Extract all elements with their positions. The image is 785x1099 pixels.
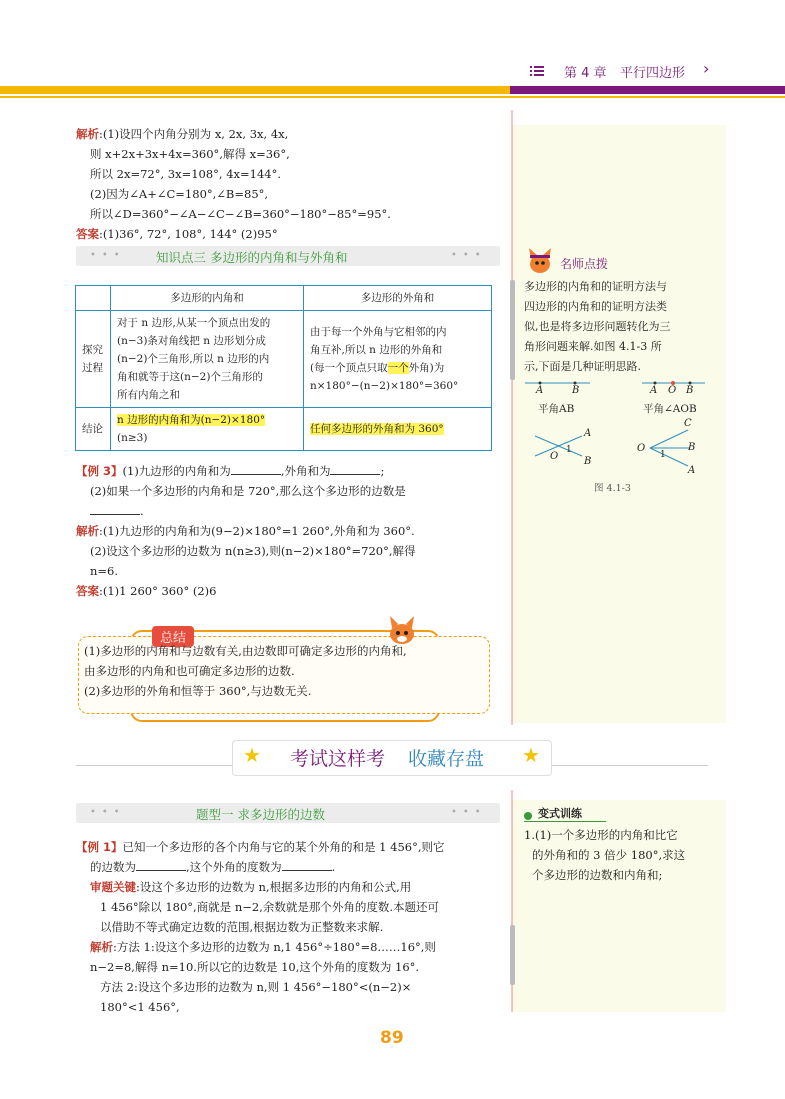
- point-label: B: [572, 385, 580, 396]
- variant-line: 个多边形的边数和内角和;: [532, 868, 663, 882]
- column-divider: [511, 110, 513, 725]
- cell-line: 角和就等于这(n−2)个三角形的: [117, 371, 263, 383]
- solution-line: 所以 2x=72°, 3x=108°, 4x=144°.: [90, 167, 282, 181]
- point-label: B: [688, 442, 696, 453]
- banner-line-left: [76, 765, 236, 766]
- cell-line: 由于每一个外角与它相邻的内: [310, 326, 447, 338]
- point-label: A: [688, 465, 696, 476]
- answer-blank[interactable]: [231, 463, 281, 475]
- point-label: B: [686, 385, 694, 396]
- answer-blank[interactable]: [90, 503, 140, 515]
- point-label: B: [584, 456, 592, 467]
- solution-label: 解析: [76, 524, 99, 538]
- cell-line: 对于 n 边形,从某一个顶点出发的: [117, 317, 271, 329]
- figure-caption: 平角AB: [538, 403, 575, 415]
- star-icon: ★: [522, 743, 540, 767]
- example-label: 【例 1】: [76, 840, 123, 854]
- banner-line-right: [548, 765, 708, 766]
- highlight: 任何多边形的外角和为 360°: [310, 423, 444, 435]
- cell-line: (n−3)条对角线把 n 边形划分成: [117, 335, 266, 347]
- example-label: 【例 3】: [76, 464, 123, 478]
- solution-line: 则 x+2x+3x+4x=360°,解得 x=36°,: [90, 147, 290, 161]
- highlight: 一个: [387, 362, 409, 374]
- header: [0, 0, 785, 100]
- answer-blank[interactable]: [136, 859, 186, 871]
- highlight: n 边形的内角和为(n−2)×180°: [117, 414, 266, 426]
- section-bar: ••• 知识点三 多边形的内角和与外角和 •••: [76, 246, 500, 266]
- solution-line: :(1)设四个内角分别为 x, 2x, 3x, 4x,: [99, 127, 289, 141]
- answer-blank[interactable]: [330, 463, 380, 475]
- tip-line: 示,下面是几种证明思路.: [524, 360, 641, 373]
- row-label: 结论: [76, 408, 111, 451]
- point-label: A: [536, 385, 544, 396]
- chapter-title: 平行四边形: [620, 66, 686, 81]
- answer-blank[interactable]: [282, 859, 332, 871]
- point-label: O: [668, 385, 677, 396]
- scrollbar-top[interactable]: [510, 280, 515, 380]
- point-label: C: [684, 418, 692, 429]
- solution-line: n=6.: [90, 564, 119, 578]
- answer-text: :(1)36°, 72°, 108°, 144° (2)95°: [99, 227, 278, 241]
- section-bar: ••• 题型一 求多边形的边数 •••: [76, 803, 500, 823]
- point-label: O: [550, 451, 559, 462]
- section-title: 题型一 求多边形的边数: [196, 807, 325, 822]
- header-bar-stripe: [0, 96, 785, 98]
- solution-label: 解析: [76, 127, 99, 141]
- answer-label: 答案: [76, 227, 99, 241]
- table-header: 多边形的外角和: [304, 286, 492, 311]
- key-line: 1 456°除以 180°,商就是 n−2,余数就是那个外角的度数.本题还可: [100, 900, 440, 914]
- cell-line: (n≥3): [117, 432, 148, 444]
- star-icon: ★: [243, 743, 261, 767]
- solution-line: 所以∠D=360°−∠A−∠C−∠B=360°−180°−85°=95°.: [90, 207, 391, 221]
- tip-title: 名师点拨: [560, 257, 609, 271]
- summary-title: 总结: [152, 626, 194, 647]
- variant-dot-icon: [524, 812, 532, 820]
- chevron-right-icon[interactable]: ›: [703, 59, 710, 78]
- variant-line: 的外角和的 3 倍少 180°,求这: [532, 848, 686, 862]
- summary-line: (1)多边形的内角和与边数有关,由边数即可确定多边形的内角和,: [84, 644, 407, 658]
- cell-line: 角互补,所以 n 边形的外角和: [310, 344, 443, 356]
- solution-line: 方法 2:设这个多边形的边数为 n,则 1 456°−180°<(n−2)×: [100, 980, 412, 994]
- table-cell: [111, 408, 304, 451]
- angle-label: 1: [566, 445, 572, 455]
- cell-line: (n−2)个三角形,所以 n 边形的内: [117, 353, 270, 365]
- scrollbar-bottom[interactable]: [510, 925, 515, 985]
- tip-line: 角形问题来解.如图 4.1-3 所: [524, 340, 662, 353]
- row-label: 探究过程: [76, 311, 111, 408]
- tip-line: 似,也是将多边形问题转化为三: [524, 320, 671, 333]
- table-cell: [304, 408, 492, 451]
- variant-title: 变式训练: [538, 807, 582, 820]
- chapter-label: 第 4 章: [564, 66, 607, 81]
- figure-caption: 平角∠AOB: [643, 403, 697, 415]
- variant-line: 1.(1)一个多边形的内角和比它: [524, 828, 678, 842]
- solution-line: 180°<1 456°,: [100, 1000, 180, 1014]
- solution-line: (2)因为∠A+∠C=180°,∠B=85°,: [90, 187, 269, 201]
- variant-underline: [524, 821, 606, 822]
- question-line: (2)如果一个多边形的内角和是 720°,那么这个多边形的边数是: [90, 484, 406, 498]
- cell-line: 所有内角之和: [117, 389, 180, 401]
- figure-label: 图 4.1-3: [594, 483, 631, 494]
- banner: [232, 740, 552, 776]
- solution-line: n−2=8,解得 n=10.所以它的边数是 10,这个外角的度数为 16°.: [90, 960, 420, 974]
- banner-title: 考试这样考: [290, 748, 386, 770]
- cell-line: (每一个顶点只取一个外角)为: [310, 362, 445, 374]
- summary-line: 由多边形的内角和也可确定多边形的边数.: [84, 664, 295, 678]
- tip-line: 四边形的内角和的证明方法类: [524, 300, 667, 313]
- summary-line: (2)多边形的外角和恒等于 360°,与边数无关.: [84, 684, 312, 698]
- table-cell: [304, 311, 492, 408]
- tip-line: 多边形的内角和的证明方法与: [524, 280, 667, 293]
- point-label: A: [650, 385, 658, 396]
- teacher-fox-icon: [522, 247, 558, 275]
- point-label: A: [584, 428, 592, 439]
- section-title: 知识点三 多边形的内角和与外角和: [156, 250, 348, 265]
- table-cell: [111, 311, 304, 408]
- table-corner: [76, 286, 111, 311]
- page-number: 89: [380, 1028, 404, 1048]
- cell-line: n×180°−(n−2)×180°=360°: [310, 380, 459, 392]
- key-line: 以借助不等式确定边数的范围,根据边数为正整数来求解.: [100, 920, 384, 934]
- banner-subtitle: 收藏存盘: [408, 748, 485, 770]
- solution-label: 解析: [90, 940, 113, 954]
- list-icon: [530, 64, 544, 78]
- table-header: 多边形的内角和: [111, 286, 304, 311]
- solution-line: (2)设这个多边形的边数为 n(n≥3),则(n−2)×180°=720°,解得: [90, 544, 416, 558]
- key-label: 审题关键: [90, 880, 136, 894]
- angle-label: 1: [660, 450, 666, 460]
- answer-label: 答案: [76, 584, 99, 598]
- header-bar-yellow: [0, 86, 510, 94]
- point-label: O: [637, 443, 646, 454]
- header-bar-purple: [510, 86, 785, 94]
- comparison-table: [75, 285, 492, 451]
